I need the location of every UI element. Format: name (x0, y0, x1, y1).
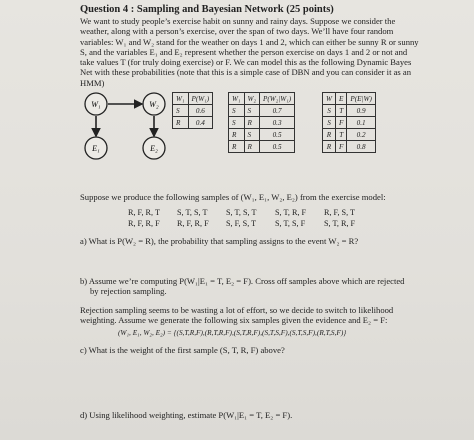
sample-item: S, T, S, T (226, 208, 257, 217)
intro-line: We want to study people’s exercise habit on sunny and rainy days. Suppose we consider the (80, 16, 396, 26)
intro-line: S, and the variables E₁ and E₂ represent whether the person exercise on days 1 and 2 or not and (80, 46, 408, 57)
table-header-cell: W₁ (229, 93, 245, 105)
table-cell: 0.2 (347, 129, 376, 141)
table-header-cell: W₂ (244, 93, 260, 105)
cpt-w1-table (172, 92, 213, 129)
table-header-cell: P(W₁) (188, 93, 213, 105)
table-cell: S (323, 105, 336, 117)
table-cell: 0.7 (260, 105, 295, 117)
question-a: a) What is P(W₂ = R), the probability that sampling assigns to the event W₂ = R? (80, 236, 359, 246)
question-title: Question 4 : Sampling and Bayesian Network (25 points) (80, 4, 334, 15)
table-cell: 0.6 (188, 105, 213, 117)
bayes-net-diagram (80, 86, 168, 164)
samples-row (128, 219, 373, 230)
node-label: E₂ (150, 144, 158, 153)
node-label: E₁ (92, 144, 100, 153)
table-cell: S (173, 105, 189, 117)
table-cell: R (323, 141, 336, 153)
table-row (229, 105, 295, 117)
weighted-samples-set: (W₁, E₁, W₂, E₂) = {(S,T,R,F),(R,T,R,F),(S,T,R,F),(S,T,S,F),(S,T,S,F),(R,T,S,F)} (118, 328, 347, 337)
intro-line: Net with these probabilities (note that this is a simple case of DBN and you can consider it as an (80, 67, 412, 78)
sample-item: S, T, S, F (275, 218, 306, 228)
table-cell: F (336, 117, 347, 129)
table-header-cell: P(W₂|W₁) (260, 93, 295, 105)
table-cell: 0.4 (188, 117, 213, 129)
sample-item: R, F, S, T (324, 208, 356, 217)
sample-item: S, T, R, F (275, 208, 307, 217)
table-cell: 0.3 (260, 117, 295, 129)
table-header-cell: W₁ (173, 93, 189, 105)
lw-line: Rejection sampling seems to be wasting a lot of effort, so we decide to switch to likelihood (80, 305, 394, 315)
likelihood-weighting-intro (80, 305, 393, 326)
table-cell: S (244, 129, 260, 141)
intro-line: HMM) (80, 77, 105, 88)
table-row (323, 141, 376, 153)
table-cell: T (336, 105, 347, 117)
intro-line: weather, along with a person’s exercise, over the span of two days. We’ll have four random (80, 26, 394, 37)
node-label: W₁ (91, 100, 101, 109)
cpt-e-table (322, 92, 376, 153)
table-cell: R (244, 117, 260, 129)
table-row (323, 129, 376, 141)
cpt-w2-table (228, 92, 295, 153)
intro-paragraph (80, 16, 419, 88)
table-header-row (229, 93, 295, 105)
sample-item: R, F, R, T (128, 208, 160, 217)
table-row (323, 105, 376, 117)
table-cell: R (323, 129, 336, 141)
table-cell: 0.5 (260, 129, 295, 141)
samples-list (128, 208, 373, 229)
sample-item: R, F, R, F (177, 218, 209, 228)
question-d: d) Using likelihood weighting, estimate P(W₁|E₁ = T, E₂ = F). (80, 410, 293, 420)
question-b-line: b) Assume we’re computing P(W₁|E₁ = T, E₂ = F). Cross off samples above which are rejected (80, 276, 405, 286)
table-cell: R (229, 141, 245, 153)
table-row (229, 117, 295, 129)
table-row (173, 117, 213, 129)
table-header-row (323, 93, 376, 105)
sample-item: S, F, S, T (226, 218, 257, 228)
table-header-row (173, 93, 213, 105)
intro-line: take values T (for truly doing exercise) or F. We can model this as the following Dynamic Bayes (80, 57, 412, 68)
table-cell: S (323, 117, 336, 129)
table-row (229, 141, 295, 153)
table-cell: F (336, 141, 347, 153)
node-label: W₂ (149, 100, 159, 109)
question-b-line: by rejection sampling. (90, 286, 167, 297)
table-cell: T (336, 129, 347, 141)
table-row (229, 129, 295, 141)
table-header-cell: E (336, 93, 347, 105)
table-header-cell: W (323, 93, 336, 105)
sample-item: R, F, R, F (128, 218, 160, 228)
samples-row (128, 208, 373, 219)
sample-item: S, T, S, T (177, 208, 208, 217)
table-cell: R (173, 117, 189, 129)
table-row (173, 105, 213, 117)
question-b (80, 276, 404, 297)
sample-item: S, T, R, F (324, 218, 356, 228)
question-c: c) What is the weight of the first sample (S, T, R, F) above? (80, 345, 285, 355)
table-header-cell: P(E|W) (347, 93, 376, 105)
table-cell: 0.9 (347, 105, 376, 117)
table-cell: S (229, 117, 245, 129)
table-cell: R (244, 141, 260, 153)
table-cell: 0.1 (347, 117, 376, 129)
lw-line: weighting. Assume we generate the following six samples given the evidence and E₂ = F: (80, 315, 388, 326)
table-cell: R (229, 129, 245, 141)
samples-intro: Suppose we produce the following samples of (W₁, E₁, W₂, E₂) from the exercise model: (80, 192, 386, 202)
table-cell: 0.5 (260, 141, 295, 153)
table-row (323, 117, 376, 129)
table-cell: S (244, 105, 260, 117)
table-cell: S (229, 105, 245, 117)
intro-line: variables: W₁ and W₂ stand for the weather on days 1 and 2, which can either be sunny R or sunny (80, 36, 419, 47)
table-cell: 0.8 (347, 141, 376, 153)
